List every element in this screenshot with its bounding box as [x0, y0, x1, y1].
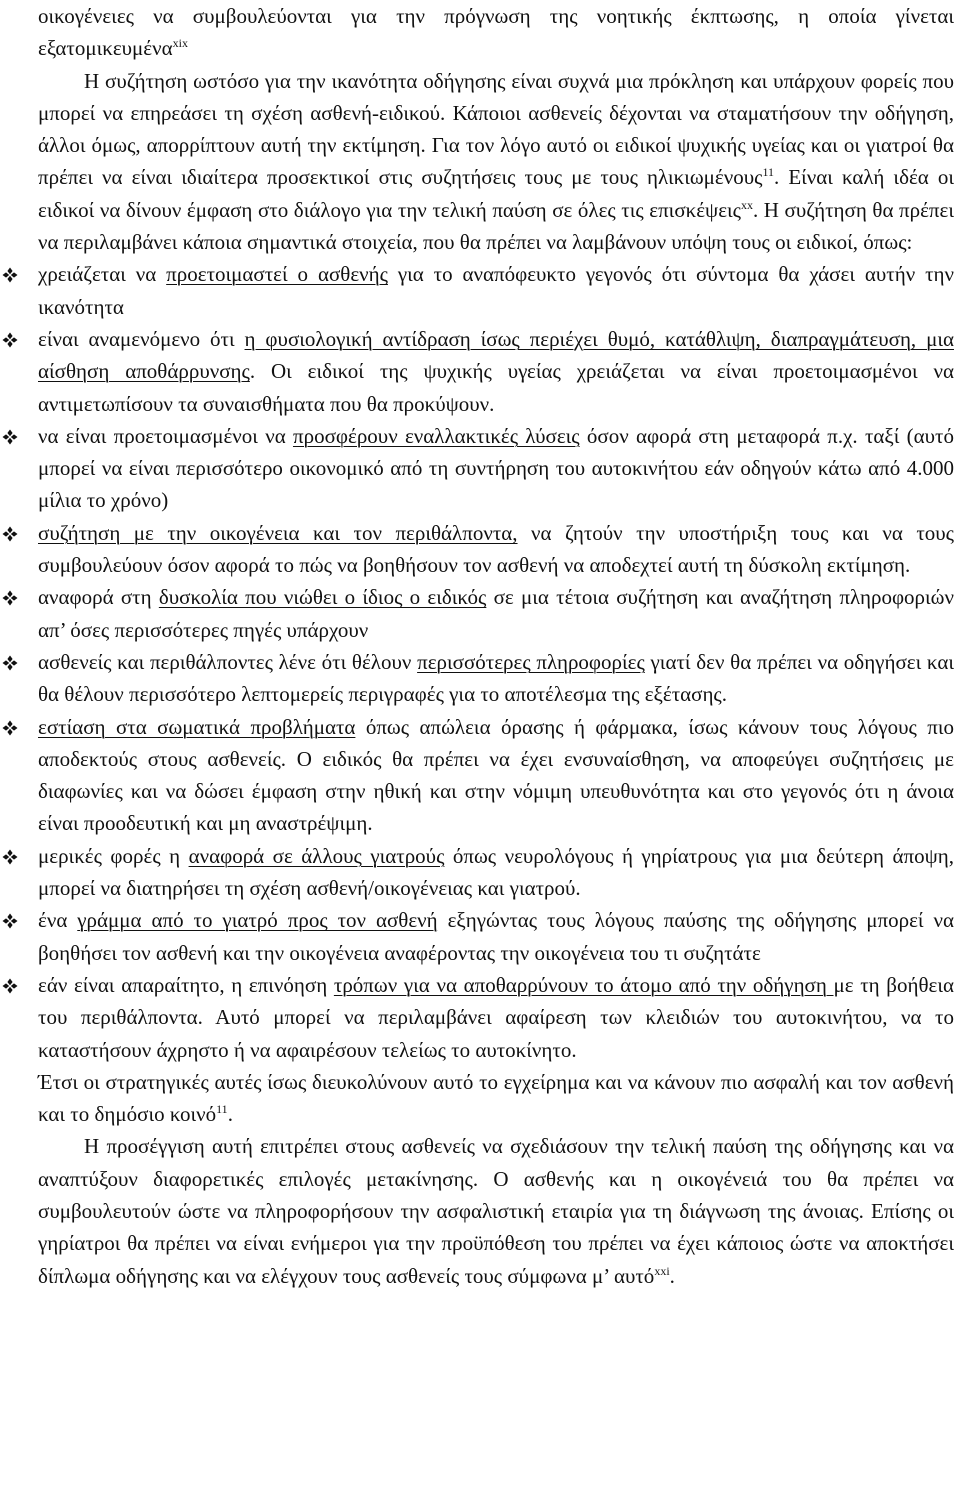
- list-item-text: εάν είναι απαραίτητο, η επινόηση: [38, 972, 334, 997]
- paragraph-text: . Η συζήτηση θα πρέπει να περιλαμβάνει κάποια σημαντικά στοιχεία, που θα πρέπει να λαμβάνουν υπόψη τους οι ειδικοί, όπως:: [38, 197, 954, 255]
- list-item-text: όσον αφορά στη μεταφορά π.χ. ταξί (αυτό μπορεί να είναι περισσότερο οικονομικό από τη συντήρηση του αυτοκινήτου εάν οδηγούν κάτω από 4.000 μίλια το χρόνο): [38, 423, 954, 513]
- diamond-bullet-icon: [2, 267, 18, 283]
- list-item: [38, 517, 954, 582]
- diamond-bullet-icon: [2, 913, 18, 929]
- reference-marker: 11: [216, 1102, 228, 1117]
- diamond-bullet-icon: [2, 526, 18, 542]
- reference-marker: xix: [172, 36, 188, 51]
- underlined-phrase: η φυσιολογική αντίδραση ίσως περιέχει θυμό, κατάθλιψη, διαπραγμάτευση, μια αίσθηση αποθάρρυνσης: [38, 326, 954, 384]
- underlined-phrase: περισσότερες πληροφορίες: [417, 649, 645, 674]
- list-item: [38, 581, 954, 646]
- list-item-text: όπως νευρολόγους ή γηρίατρους για μια δεύτερη άποψη, μπορεί να διατηρήσει τη σχέση ασθενή/οικογένειας και γιατρού.: [38, 843, 954, 901]
- paragraph-text: Έτσι οι στρατηγικές αυτές ίσως διευκολύνουν αυτό το εγχείρημα και να κάνουν πιο ασφαλή και τον ασθενή και το δημόσιο κοινό: [38, 1069, 954, 1127]
- diamond-bullet-icon: [2, 429, 18, 445]
- list-item: [38, 323, 954, 420]
- underlined-phrase: αναφορά σε άλλους γιατρούς: [188, 843, 445, 868]
- underlined-phrase: προσφέρουν εναλλακτικές λύσεις: [292, 423, 580, 448]
- list-item-text: με τη βοήθεια του περιθάλποντα. Αυτό μπορεί να περιλαμβάνει αφαίρεση των κλειδιών του αυτοκινήτου, να το καταστήσουν άχρηστο ή να αφαιρέσουν τελείως το αυτοκίνητο.: [38, 972, 954, 1062]
- list-item-text: όπως απώλεια όρασης ή φάρμακα, ίσως κάνουν τους λόγους πιο αποδεκτούς στους ασθενείς. Ο ειδικός θα πρέπει να έχει ενσυναίσθηση, να αποφεύγει συζητήσεις με διαφωνίες και να δώσει έμφαση στην ηθική και στην νόμιμη υπευθυνότητα και στο γεγονός ότι η άνοια είναι προοδευτική και μη αναστρέψιμη.: [38, 714, 954, 836]
- list-item-text: είναι αναμενόμενο ότι: [38, 326, 245, 351]
- paragraph-driving-discussion: [38, 65, 954, 259]
- list-item-text: . Οι ειδικοί της ψυχικής υγείας χρειάζεται να είναι προετοιμασμένοι να αντιμετωπίσουν τα συναισθήματα που θα προκύψουν.: [38, 359, 955, 416]
- list-item: [38, 969, 954, 1066]
- diamond-bullet-icon: [2, 590, 18, 606]
- paragraph-text: . Είναι καλή ιδέα οι ειδικοί να δίνουν έμφαση στο διάλογο για την τελική παύση σε όλες τις επισκέψεις: [38, 165, 954, 222]
- list-item-text: σε μια τέτοια συζήτηση και αναζήτηση πληροφοριών απ’ όσες περισσότερες πηγές υπάρχουν: [38, 585, 955, 642]
- paragraph-continued: [38, 0, 954, 65]
- underlined-phrase: τρόπων για να αποθαρρύνουν το άτομο από την οδήγηση: [333, 972, 834, 997]
- reference-marker: 11: [762, 165, 775, 180]
- list-item-text: αναφορά στη: [38, 585, 159, 610]
- diamond-bullet-icon: [2, 655, 18, 671]
- list-item-text: ασθενείς και περιθάλποντες λένε ότι θέλουν: [38, 649, 418, 674]
- list-item-text: για το αναπόφευκτο γεγονός ότι σύντομα θα χάσει αυτήν την ικανότητα: [38, 262, 954, 319]
- list-item: [38, 840, 954, 905]
- list-item: [38, 646, 954, 711]
- underlined-phrase: δυσκολία που νιώθει ο ίδιος ο ειδικός: [158, 585, 487, 610]
- list-item: [38, 420, 954, 517]
- paragraph-text: Η συζήτηση ωστόσο για την ικανότητα οδήγησης είναι συχνά μια πρόκληση και υπάρχουν φορείς που μπορεί να επηρεάσει τη σχέση ασθενή-ειδικού. Κάποιοι ασθενείς δέχονται να σταματήσουν την οδήγηση, άλλοι όμως, απορρίπτουν αυτή την εκτίμηση. Για τον λόγο αυτό οι ειδικοί ψυχικής υγείας και οι γιατροί θα πρέπει να είναι ιδιαίτερα προσεκτικοί στις συζητήσεις τους με τους ηλικιωμένους: [38, 68, 954, 190]
- diamond-bullet-icon: [2, 849, 18, 865]
- reference-marker: xxi: [654, 1263, 670, 1278]
- paragraph-text: οικογένειες να συμβουλεύονται για την πρόγνωση της νοητικής έκπτωσης, η οποία γίνεται εξατομικευμένα: [38, 4, 954, 61]
- underlined-phrase: συζήτηση με την οικογένεια και τον περιθάλποντα,: [38, 520, 518, 545]
- paragraph-strategies: [38, 1066, 954, 1131]
- diamond-bullet-icon: [2, 332, 18, 348]
- reference-marker: xx: [740, 197, 753, 212]
- diamond-bullet-icon: [2, 978, 18, 994]
- paragraph-approach: [38, 1130, 954, 1291]
- diamond-bullet-icon: [2, 720, 18, 736]
- list-item-text: χρειάζεται να: [38, 262, 167, 287]
- list-item-text: να ζητούν την υποστήριξη τους και να τους συμβουλεύουν όσον αφορά το πώς να βοηθήσουν τον ασθενή να αποδεχτεί αυτή τη δύσκολη εκτίμηση.: [38, 520, 955, 578]
- bullet-list: [38, 258, 954, 1065]
- list-item-text: να είναι προετοιμασμένοι να: [38, 423, 293, 448]
- underlined-phrase: γράμμα από το γιατρό προς τον ασθενή: [77, 908, 438, 933]
- underlined-phrase: εστίαση στα σωματικά προβλήματα: [38, 714, 356, 739]
- list-item: [38, 711, 954, 840]
- paragraph-text: Η προσέγγιση αυτή επιτρέπει στους ασθενείς να σχεδιάσουν την τελική παύση της οδήγησης και να αναπτύξουν διαφορετικές επιλογές μετακίνησης. Ο ασθενής και η οικογένειά του θα πρέπει να συμβουλευτούν ώστε να πληροφορήσουν την ασφαλιστική εταιρία για τη διάγνωση της άνοιας. Επίσης οι γηρίατροι θα πρέπει να είναι ενήμεροι για την πρoϋπόθεση του πρέπει να έχει κάποιος ώστε να αποκτήσει δίπλωμα οδήγησης και να ελέγχουν τους ασθενείς τους σύμφωνα μ’ αυτό: [38, 1134, 954, 1288]
- list-item-text: μερικές φορές η: [38, 843, 189, 868]
- list-item: [38, 904, 954, 969]
- paragraph-text: .: [669, 1263, 675, 1288]
- list-item: [38, 258, 954, 323]
- list-item-text: εξηγώντας τους λόγους παύσης της οδήγησης μπορεί να βοηθήσει τον ασθενή και την οικογένεια αναφέροντας την οικογένεια του τι συζητάτε: [38, 908, 954, 965]
- list-item-text: γιατί δεν θα πρέπει να οδηγήσει και θα θέλουν περισσότερο λεπτομερείς περιγραφές για το αποτέλεσμα της εξέτασης.: [38, 649, 954, 707]
- paragraph-text: .: [227, 1102, 233, 1127]
- underlined-phrase: προετοιμαστεί ο ασθενής: [166, 262, 388, 287]
- list-item-text: ένα: [38, 908, 78, 933]
